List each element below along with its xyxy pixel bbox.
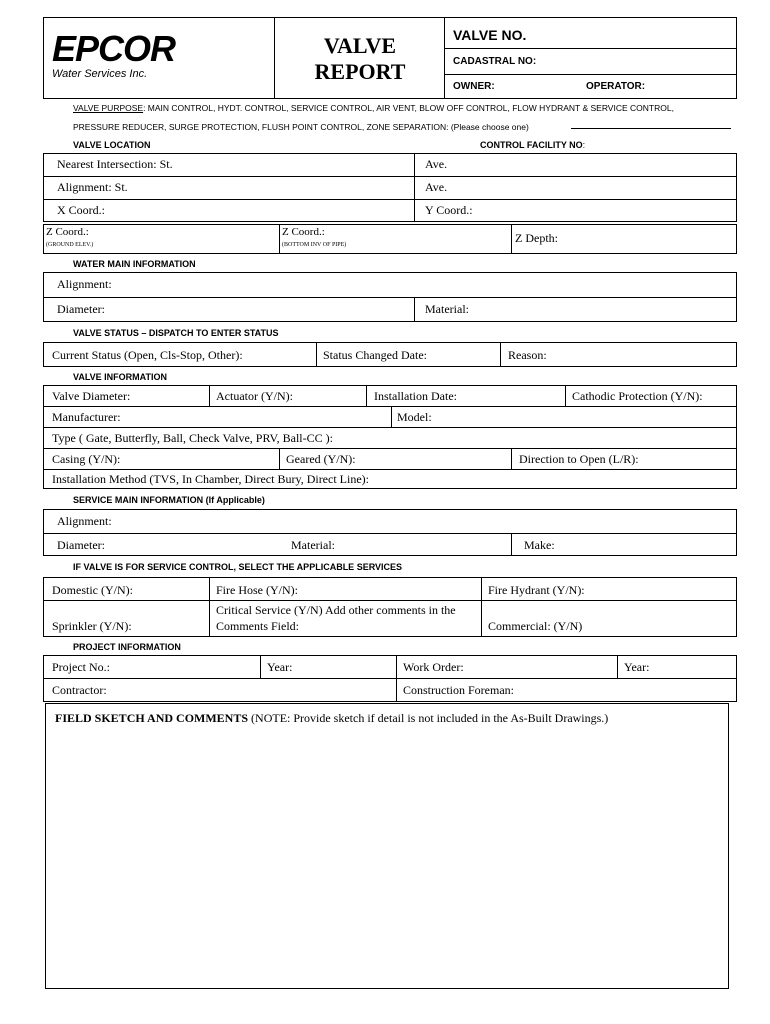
field-sketch-area[interactable] — [45, 703, 729, 989]
z-coord-invert-field[interactable]: Z Coord.: — [282, 226, 325, 238]
domestic-field[interactable]: Domestic (Y/N): — [52, 583, 133, 597]
form-title — [290, 33, 430, 85]
service-main-make-field[interactable]: Make: — [524, 538, 555, 552]
fire-hose-field[interactable]: Fire Hose (Y/N): — [216, 583, 298, 597]
status-reason-field[interactable]: Reason: — [508, 348, 547, 362]
z-depth-field[interactable]: Z Depth: — [515, 231, 558, 245]
valve-type-field[interactable]: Type ( Gate, Butterfly, Ball, Check Valve, PRV, Ball-CC ): — [52, 431, 333, 445]
nearest-intersection-field[interactable]: Nearest Intersection: St. — [57, 157, 173, 171]
valve-location-heading: VALVE LOCATION — [73, 140, 151, 150]
project-year-field[interactable]: Year: — [267, 660, 293, 674]
valve-status-heading: VALVE STATUS – DISPATCH TO ENTER STATUS — [73, 328, 279, 338]
contractor-field[interactable]: Contractor: — [52, 683, 107, 697]
ground-elev-note: (GROUND ELEV.) — [46, 242, 94, 248]
installation-method-field[interactable]: Installation Method (TVS, In Chamber, Direct Bury, Direct Line): — [52, 472, 369, 486]
service-main-material-field[interactable]: Material: — [291, 538, 335, 552]
work-order-field[interactable]: Work Order: — [403, 660, 464, 674]
logo-subtitle: Water Services Inc. — [52, 68, 148, 80]
owner-label: OWNER: — [453, 81, 495, 92]
bottom-inv-note: (BOTTOM INV OF PIPE) — [282, 242, 347, 248]
water-main-heading: WATER MAIN INFORMATION — [73, 259, 196, 269]
model-field[interactable]: Model: — [397, 410, 432, 424]
valve-info-heading: VALVE INFORMATION — [73, 372, 167, 382]
z-coord-table — [43, 224, 737, 254]
ave-field-1[interactable]: Ave. — [425, 157, 448, 171]
y-coord-field[interactable]: Y Coord.: — [425, 203, 473, 217]
valve-no-label: VALVE NO. — [453, 27, 527, 43]
valve-purpose-line1 — [73, 103, 674, 113]
critical-service-field[interactable]: Critical Service (Y/N) Add other comments in the Comments Field: — [216, 603, 456, 633]
x-coord-field[interactable]: X Coord.: — [57, 203, 105, 217]
casing-field[interactable]: Casing (Y/N): — [52, 452, 121, 466]
control-facility-label: CONTROL FACILITY NO: — [480, 140, 586, 150]
water-main-diameter-field[interactable]: Diameter: — [57, 302, 105, 316]
actuator-field[interactable]: Actuator (Y/N): — [216, 389, 293, 403]
geared-field[interactable]: Geared (Y/N): — [286, 452, 356, 466]
ave-field-2[interactable]: Ave. — [425, 180, 448, 194]
purpose-fill-line[interactable] — [571, 128, 731, 129]
commercial-field[interactable]: Commercial: (Y/N) — [488, 619, 583, 633]
project-info-heading: PROJECT INFORMATION — [73, 642, 181, 652]
epcor-logo — [52, 30, 252, 86]
installation-date-field[interactable]: Installation Date: — [374, 389, 457, 403]
work-order-year-field[interactable]: Year: — [624, 660, 650, 674]
valve-diameter-field[interactable]: Valve Diameter: — [52, 389, 131, 403]
title-line2: REPORT — [314, 59, 406, 84]
z-coord-ground-field[interactable]: Z Coord.: — [46, 226, 89, 238]
alignment-st-field[interactable]: Alignment: St. — [57, 180, 128, 194]
project-no-field[interactable]: Project No.: — [52, 660, 110, 674]
cathodic-protection-field[interactable]: Cathodic Protection (Y/N): — [572, 389, 703, 403]
cadastral-no-label: CADASTRAL NO: — [453, 56, 537, 67]
status-changed-date-field[interactable]: Status Changed Date: — [323, 348, 427, 362]
valve-purpose-options: : MAIN CONTROL, HYDT. CONTROL, SERVICE CONTROL, AIR VENT, BLOW OFF CONTROL, FLOW HYDRANT & SERVICE CONTROL, — [143, 103, 674, 113]
field-sketch-title: FIELD SKETCH AND COMMENTS (NOTE: Provide sketch if detail is not included in the As-Built Drawings.) — [55, 711, 609, 725]
water-main-alignment-field[interactable]: Alignment: — [57, 277, 112, 291]
direction-to-open-field[interactable]: Direction to Open (L/R): — [519, 452, 639, 466]
service-control-heading: IF VALVE IS FOR SERVICE CONTROL, SELECT THE APPLICABLE SERVICES — [73, 562, 403, 572]
logo-wordmark: EPCOR — [52, 28, 176, 69]
valve-purpose-line2: PRESSURE REDUCER, SURGE PROTECTION, FLUSH POINT CONTROL, ZONE SEPARATION: (Please choose one) — [73, 122, 529, 132]
operator-label: OPERATOR: — [586, 81, 646, 92]
water-main-material-field[interactable]: Material: — [425, 302, 469, 316]
service-main-heading: SERVICE MAIN INFORMATION (If Applicable) — [73, 495, 265, 505]
current-status-field[interactable]: Current Status (Open, Cls-Stop, Other): — [52, 348, 243, 362]
title-line1: VALVE — [323, 33, 397, 58]
service-main-alignment-field[interactable]: Alignment: — [57, 514, 112, 528]
construction-foreman-field[interactable]: Construction Foreman: — [403, 683, 514, 697]
manufacturer-field[interactable]: Manufacturer: — [52, 410, 121, 424]
valve-purpose-label: VALVE PURPOSE — [73, 103, 144, 113]
service-main-diameter-field[interactable]: Diameter: — [57, 538, 105, 552]
sprinkler-field[interactable]: Sprinkler (Y/N): — [52, 619, 132, 633]
fire-hydrant-field[interactable]: Fire Hydrant (Y/N): — [488, 583, 585, 597]
